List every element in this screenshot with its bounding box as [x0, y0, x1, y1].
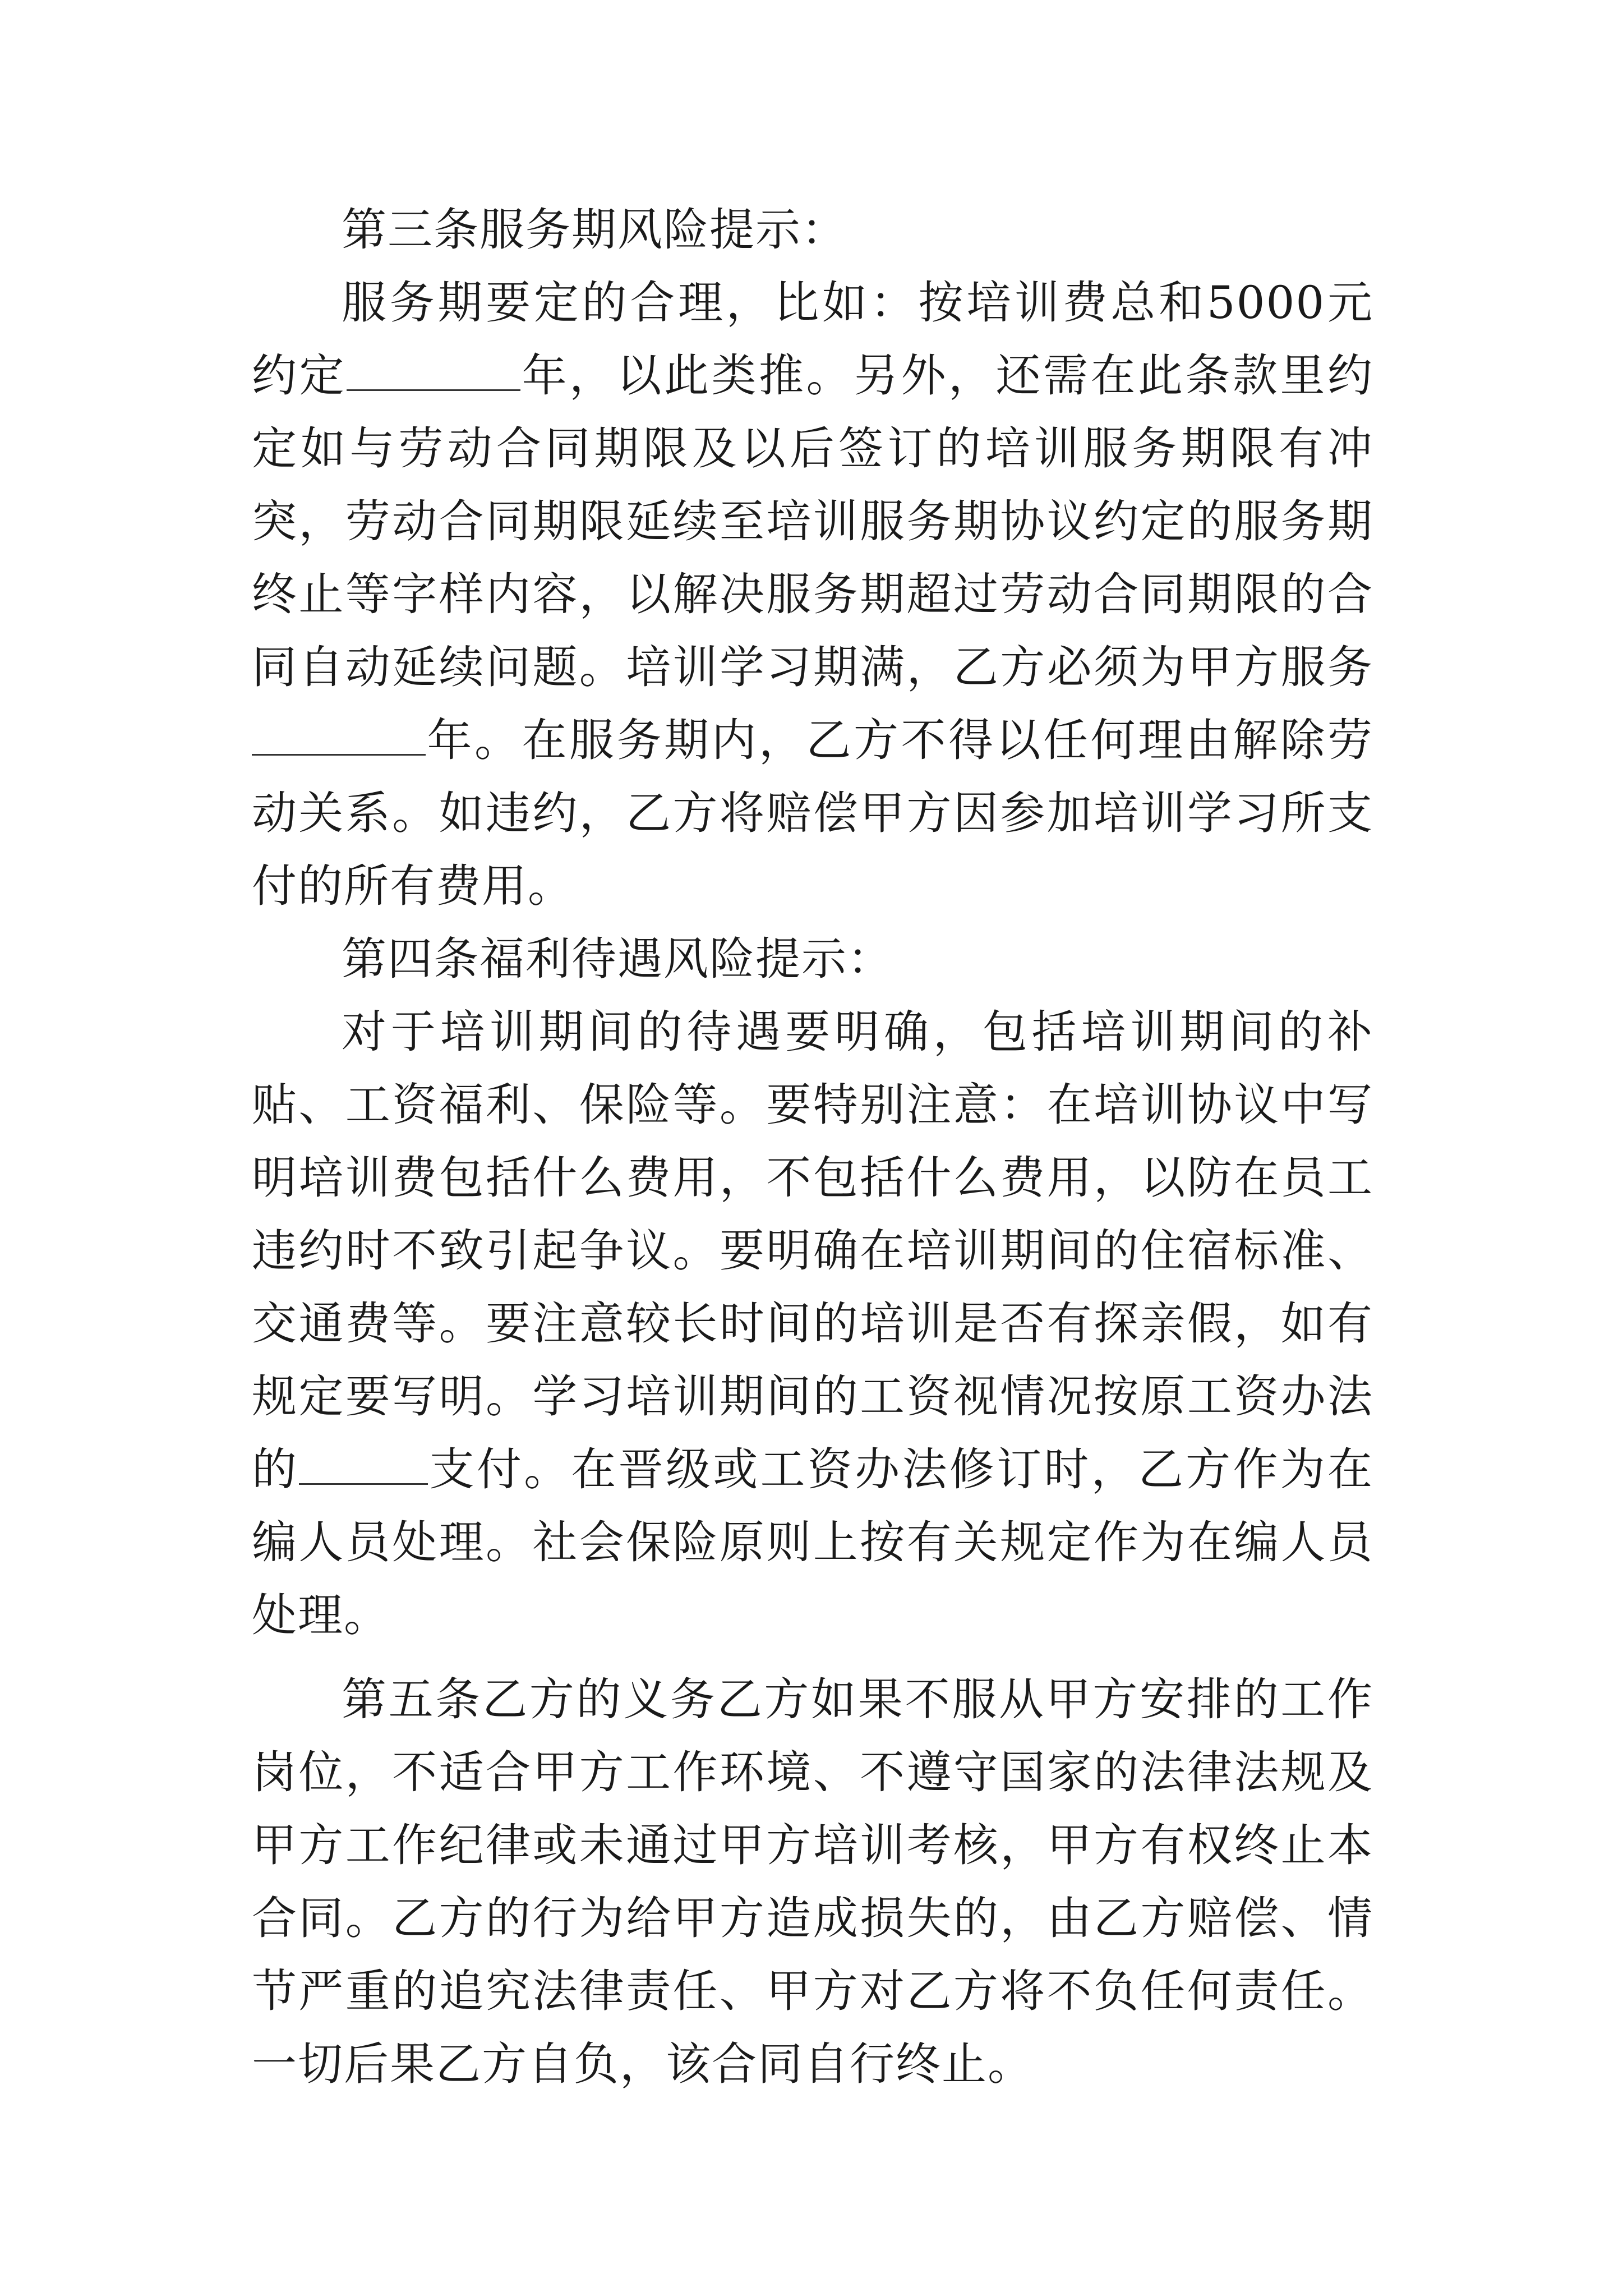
- article-3-paragraph: [252, 266, 1373, 923]
- article-3-text-part-1: 服务期要定的合理，比如：按培训费总和5000元约定: [252, 277, 1373, 402]
- document-body: [252, 194, 1373, 2101]
- article-3-text-part-3: 年。在服务期内，乙方不得以任何理由解除劳动关系。如违约，乙方将赔偿甲方因参加培训学习所支付的所有费用。: [252, 714, 1373, 912]
- fill-in-blank-years: [347, 350, 520, 391]
- article-4-paragraph: [252, 996, 1373, 1652]
- paragraph-spacer: [252, 1652, 1373, 1663]
- fill-in-blank-percentage: [299, 1444, 428, 1485]
- article-5-paragraph: 第五条乙方的义务乙方如果不服从甲方安排的工作岗位，不适合甲方工作环境、不遵守国家的法律法规及甲方工作纪律或未通过甲方培训考核，甲方有权终止本合同。乙方的行为给甲方造成损失的，由乙方赔偿、情节严重的追究法律责任、甲方对乙方将不负任何责任。一切后果乙方自负，该合同自行终止。: [252, 1673, 1373, 2090]
- article-3-heading: 第三条服务期风险提示：: [342, 204, 847, 256]
- article-4-text-part-2: 支付。在晋级或工资办法修订时，乙方作为在编人员处理。社会保险原则上按有关规定作为在编人员处理。: [252, 1443, 1374, 1641]
- article-3-text-part-2: 年，以此类推。另外，还需在此条款里约定如与劳动合同期限及以后签订的培训服务期限有冲突，劳动合同期限延续至培训服务期协议约定的服务期终止等字样内容，以解决服务期超过劳动合同期限的合同自动延续问题。培训学习期满，乙方必须为甲方服务: [252, 349, 1373, 693]
- article-4-text-part-1: 对于培训期间的待遇要明确，包括培训期间的补贴、工资福利、保险等。要特别注意：在培训协议中写明培训费包括什么费用，不包括什么费用，以防在员工违约时不致引起争议。要明确在培训期间的住宿标准、交通费等。要注意较长时间的培训是否有探亲假，如有规定要写明。学习培训期间的工资视情况按原工资办法的: [252, 1006, 1373, 1496]
- article-4-heading: 第四条福利待遇风险提示：: [342, 933, 893, 985]
- fill-in-blank-service-years: [252, 715, 426, 756]
